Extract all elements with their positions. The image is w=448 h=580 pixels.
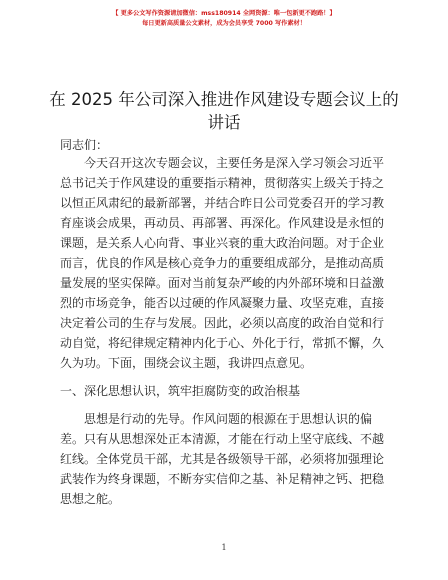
paragraph-2-line: 差。只有从思想深处正本清源，才能在行动上坚守底线、不越 (60, 432, 385, 446)
paragraph-1-line: 今天召开这次专题会议，主要任务是深入学习领会习近平 (84, 156, 385, 170)
section-1-heading: 一、深化思想认识，筑牢拒腐防变的政治根基 (60, 384, 301, 398)
paragraph-2-line: 思想之舵。 (60, 492, 121, 506)
paragraph-1-line: 动自觉，将纪律规定精神内化于心、外化于行，常抓不懈，久 (60, 336, 385, 350)
greeting: 同志们： (60, 138, 109, 152)
paragraph-2-line: 红线。全体党员干部，尤其是各级领导干部，必须将加强理论 (60, 452, 385, 466)
paragraph-1-line: 总书记关于作风建设的重要指示精神，贯彻落实上级关于持之 (60, 176, 385, 190)
paragraph-1-line: 烈的市场竞争，能否以过硬的作风凝聚力量、攻坚克难，直接 (60, 296, 385, 310)
paragraph-2-line: 思想是行动的先导。作风问题的根源在于思想认识的偏 (84, 412, 373, 426)
paragraph-1-line: 而言，优良的作风是核心竞争力的重要组成部分，是推动高质 (60, 256, 385, 270)
promo-banner (0, 9, 448, 28)
document-title (40, 88, 408, 134)
paragraph-1-line: 课题，是关系人心向背、事业兴衰的重大政治问题。对于企业 (60, 236, 385, 250)
title-line-2: 讲话 (207, 113, 241, 132)
paragraph-1-line: 育座谈会成果，再动员、再部署、再深化。作风建设是永恒的 (60, 216, 385, 230)
title-line-1: 在 2025 年公司深入推进作风建设专题会议上的 (49, 90, 399, 109)
paragraph-1-line: 决定着公司的生存与发展。因此，必须以高度的政治自觉和行 (60, 316, 385, 330)
page-number: 1 (221, 543, 227, 552)
banner-line-1: 【 更多公文写作资源请加微信：mss180914 全网资源：唯一包新更不跑路！】 (112, 10, 336, 17)
paragraph-1-line: 久为功。下面，围绕会议主题，我讲四点意见。 (60, 356, 313, 370)
paragraph-2-line: 武装作为终身课题，不断夯实信仰之基、补足精神之钙、把稳 (60, 472, 385, 486)
paragraph-1-line: 量发展的坚实保障。面对当前复杂严峻的内外部环境和日益激 (60, 276, 385, 290)
paragraph-1-line: 以恒正风肃纪的最新部署，并结合昨日公司党委召开的学习教 (60, 196, 385, 210)
banner-line-2: 每日更新高质量公文素材，成为会员享受 7000 写作素材！ (142, 19, 306, 27)
